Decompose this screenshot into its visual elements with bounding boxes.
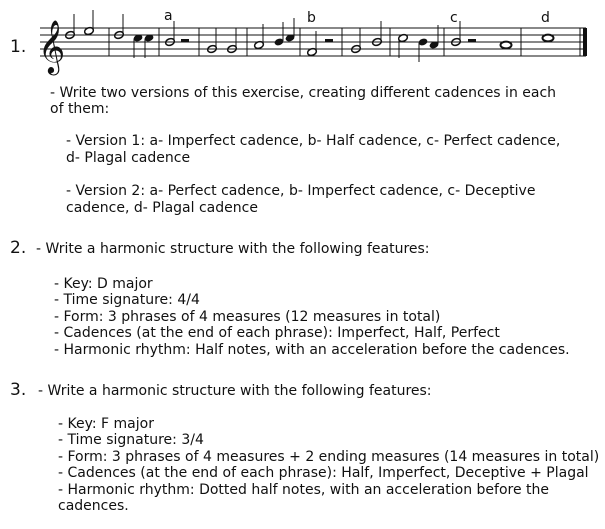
treble-clef-icon: 𝄞 (38, 19, 66, 73)
exercise-3-intro: - Write a harmonic structure with the following features: (38, 383, 432, 399)
exercise-1-intro-line-1: - Write two versions of this exercise, creating different cadences in each (50, 85, 557, 101)
music-staff (0, 0, 605, 80)
exercise-3-item-continuation: cadences. (58, 498, 129, 514)
measure-3-notes (165, 21, 189, 47)
version-2-line-1: - Version 2: a- Perfect cadence, b- Imperfect cadence, c- Deceptive (66, 183, 536, 199)
exercise-3-item: - Harmonic rhythm: Dotted half notes, with an acceleration before the (58, 482, 550, 498)
exercise-2-intro: - Write a harmonic structure with the following features: (36, 241, 430, 257)
exercise-3-item: - Key: F major (58, 416, 154, 432)
exercise-1-intro-line-2: of them: (50, 101, 110, 117)
measure-9-notes (451, 21, 476, 47)
measure-10-notes (501, 42, 512, 49)
final-barline (583, 28, 587, 56)
version-1-line-2: d- Plagal cadence (66, 150, 191, 166)
cadence-label-d: d (541, 10, 550, 26)
exercise-3-number: 3. (10, 380, 27, 400)
measure-11-notes (543, 35, 554, 42)
exercise-2-item: - Cadences (at the end of each phrase): Imperfect, Half, Perfect (54, 325, 500, 341)
exercise-2-number: 2. (10, 238, 27, 258)
cadence-label-c: c (450, 10, 458, 26)
measure-5-notes (254, 18, 296, 50)
exercise-3-item: - Time signature: 3/4 (58, 432, 204, 448)
exercise-2-item: - Harmonic rhythm: Half notes, with an acceleration before the cadences. (54, 342, 570, 358)
cadence-label-a: a (164, 8, 173, 24)
cadence-label-b: b (307, 10, 316, 26)
exercise-1-number: 1. (10, 37, 27, 57)
exercise-2-item: - Time signature: 4/4 (54, 292, 200, 308)
exercise-2-item: - Key: D major (54, 276, 153, 292)
exercise-3-item: - Form: 3 phrases of 4 measures + 2 ending measures (14 measures in total) (58, 449, 600, 465)
exercise-3-item: - Cadences (at the end of each phrase): Half, Imperfect, Deceptive + Plagal (58, 465, 589, 481)
measure-2-notes (114, 14, 155, 58)
version-1-line-1: - Version 1: a- Imperfect cadence, b- Half cadence, c- Perfect cadence, (66, 133, 561, 149)
version-2-line-2: cadence, d- Plagal cadence (66, 200, 258, 216)
exercise-2-item: - Form: 3 phrases of 4 measures (12 measures in total) (54, 309, 441, 325)
